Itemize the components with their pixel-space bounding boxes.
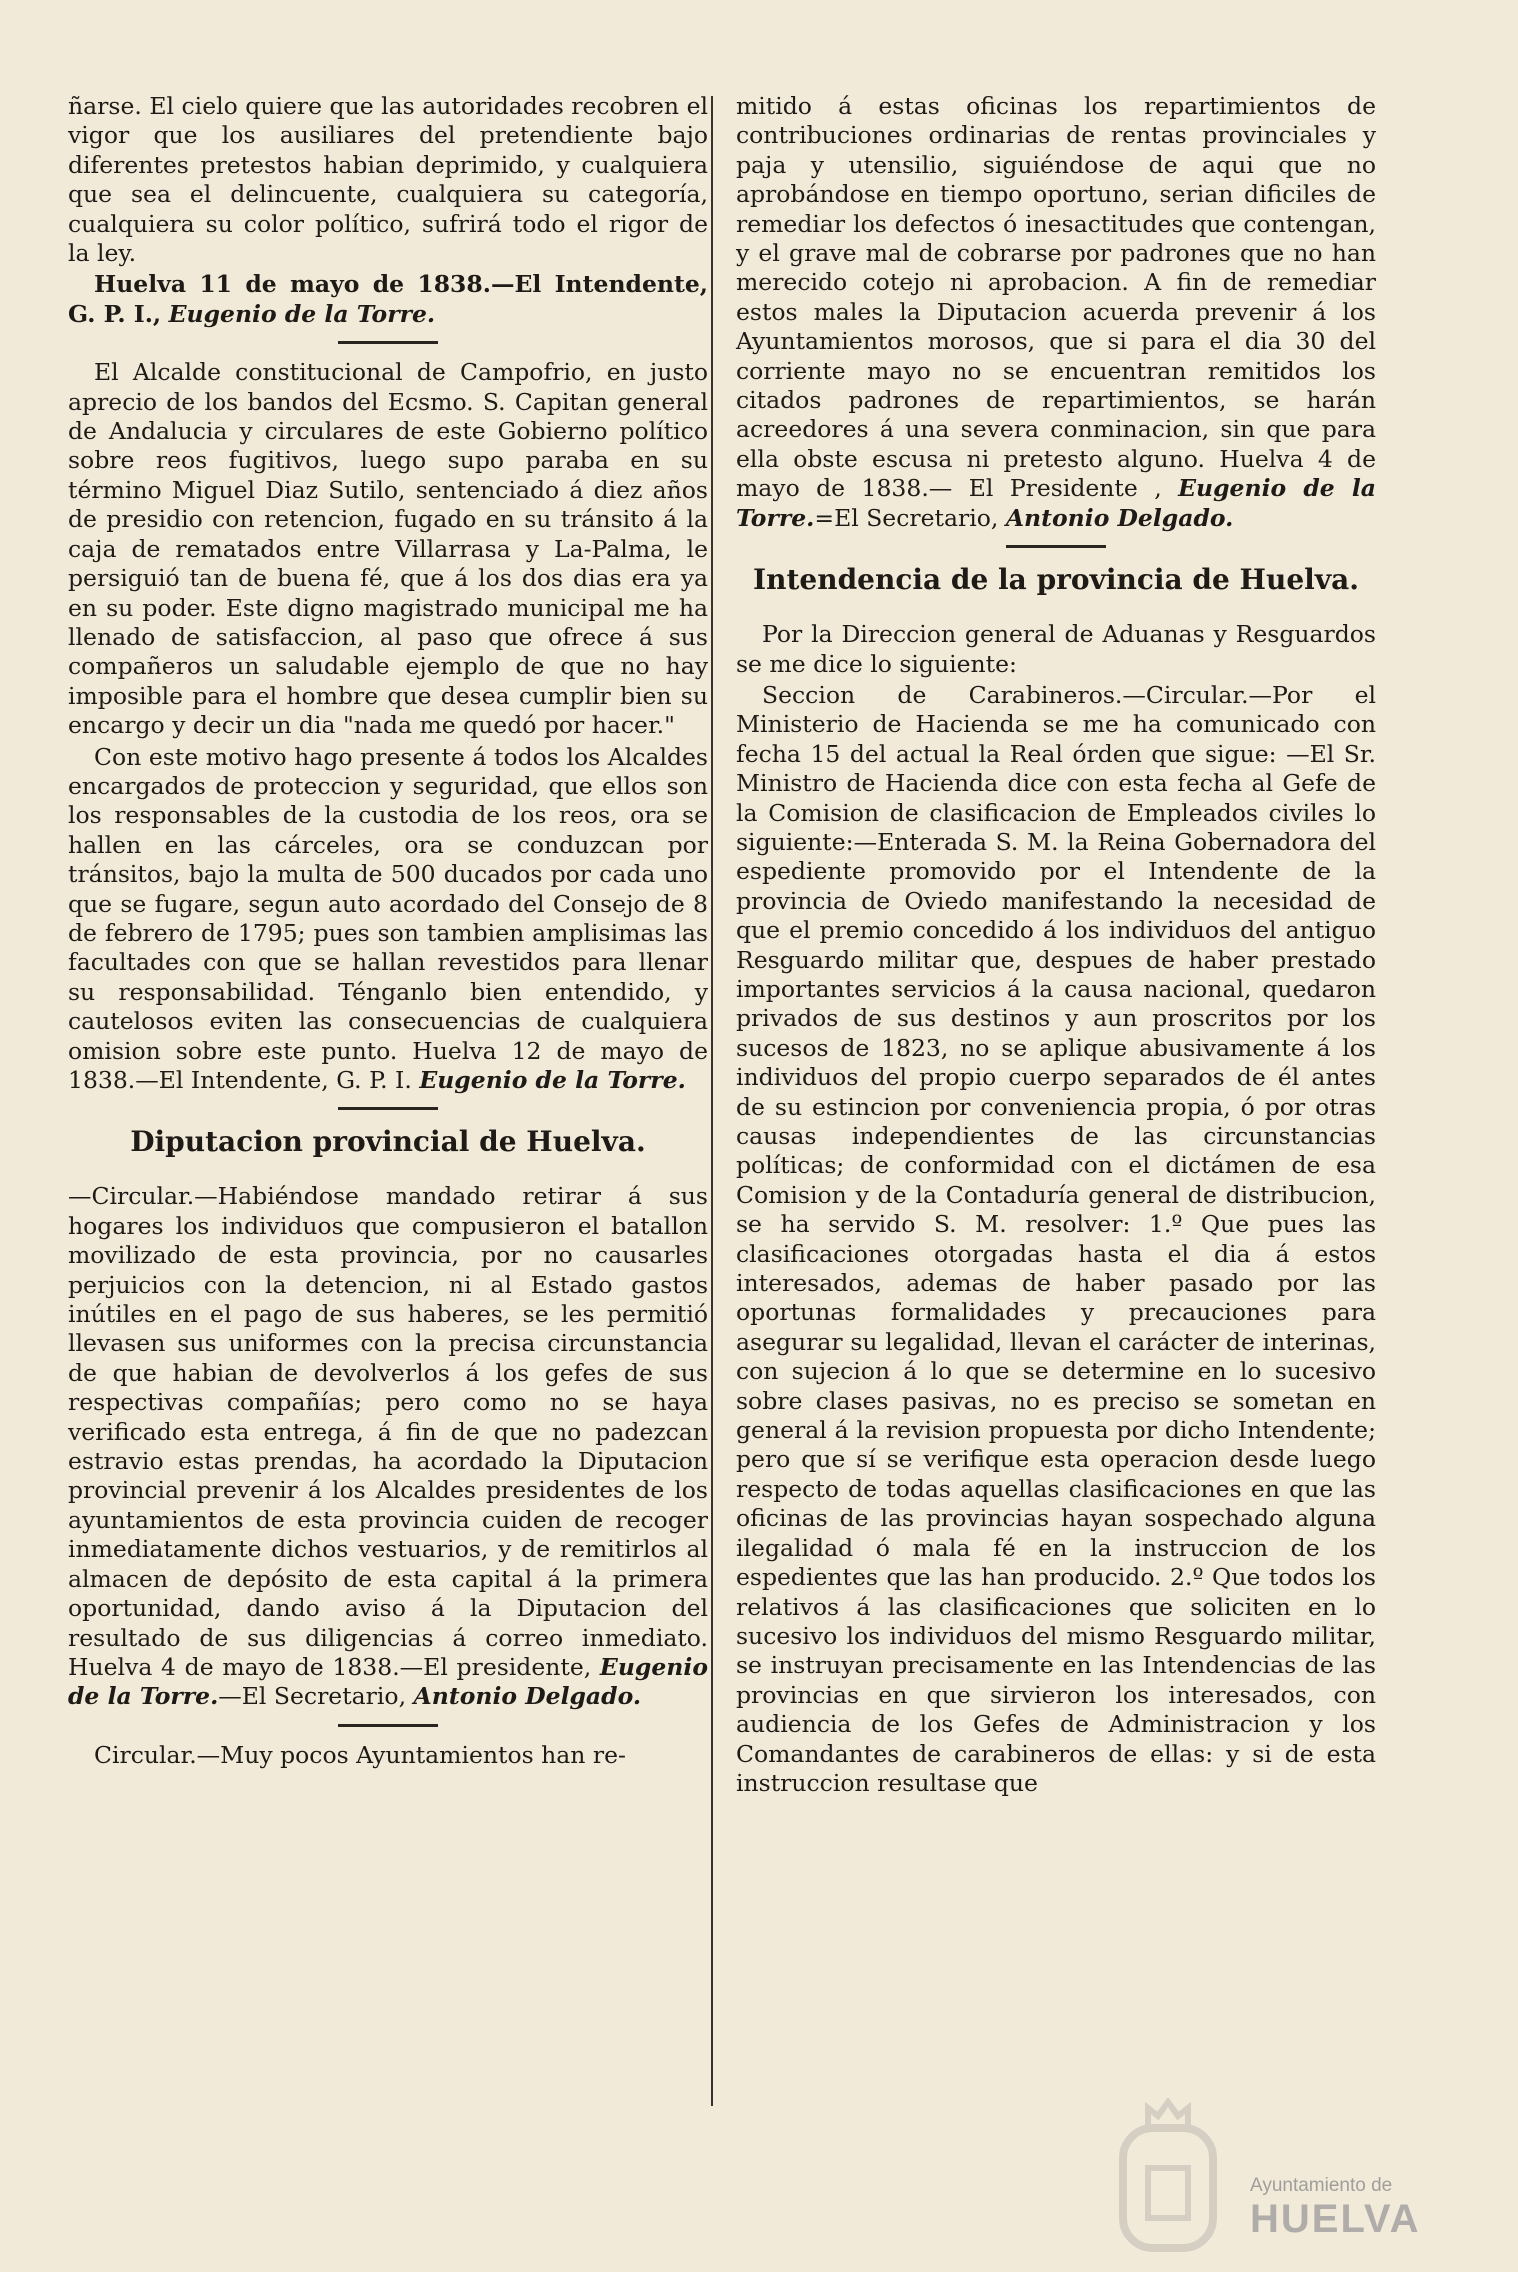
signature-line xyxy=(68,270,708,329)
signature-text: =El Secretario, xyxy=(814,503,999,532)
paragraph: El Alcalde constitucional de Campofrio, en justo aprecio de los bandos del Ecsmo. S. Capitan general de Andalucia y circulares de este Gobierno político sobre reos fugitivos, luego supo paraba en su término Miguel Diaz Sutilo, sentenciado á diez años de presidio con retencion, fugado en su tránsito á la caja de rematados entre Villarrasa y La-Palma, le persiguió tan de buena fé, que á los dos dias era ya en su poder. Este digno magistrado municipal me ha llenado de satisfaccion, al paso que ofrece á sus compañeros un saludable ejemplo de que no hay imposible para el hombre que desea cumplir bien su encargo y decir un dia "nada me quedó por hacer." xyxy=(68,358,708,740)
signature-name: Antonio Delgado. xyxy=(413,1682,642,1711)
section-heading: Intendencia de la provincia de Huelva. xyxy=(753,563,1359,597)
separator-rule xyxy=(1006,545,1106,548)
paragraph xyxy=(68,1182,708,1711)
column-divider xyxy=(711,96,713,2106)
signature-name: Eugenio de la Torre. xyxy=(168,299,436,328)
paragraph: Seccion de Carabineros.—Circular.—Por el Ministerio de Hacienda se me ha comunicado con fecha 15 del actual la Real órden que sigue: —El Sr. Ministro de Hacienda dice con esta fecha al Gefe de la Comision de clasificacion de Empleados civiles lo siguiente:—Enterada S. M. la Reina Gobernadora del espediente promovido por el Intendente de la provincia de Oviedo manifestando la necesidad de que el premio concedido á los individuos del antiguo Resguardo militar que, despues de haber prestado importantes servicios á la causa nacional, quedaron privados de sus destinos y aun proscritos por los sucesos de 1823, no se aplique abusivamente á los individuos del propio cuerpo separados de él antes de su estincion por conveniencia propia, ó por otras causas independientes de las circunstancias políticas; de conformidad con el dictámen de esa Comision y de la Contaduría general de distribucion, se ha servido S. M. resolver: 1.º Que pues las clasificaciones otorgadas hasta el dia á estos interesados, ademas de haber pasado por las oportunas formalidades y precauciones para asegurar su legalidad, llevan el carácter de interinas, con sujecion á lo que se determine en lo sucesivo sobre clases pasivas, no es preciso se sometan en general á la revision propuesta por dicho Intendente; pero que sí se verifique esta operacion desde luego respecto de todas aquellas clasificaciones en que las oficinas de las provincias hayan sospechado alguna ilegalidad ó mala fé en la instruccion de los espedientes que las han producido. 2.º Que todos los relativos á las clasificaciones que soliciten en lo sucesivo los individuos del mismo Resguardo militar, se instruyan precisamente en las Intendencias de las provincias en que sirvieron los interesados, con audiencia de los Gefes de Administracion y los Comandantes de carabineros de ellas: y si de esta instruccion resultase que xyxy=(736,680,1376,1797)
signature-text: —El Secretario, xyxy=(218,1682,407,1711)
separator-rule xyxy=(338,341,438,344)
paragraph-text: Con este motivo hago presente á todos los Alcaldes encargados de proteccion y seguridad, que ellos son los responsables de la custodia de los reos, ora se hallen en las cárceles, ora se conduzcan por tránsitos, bajo la multa de 500 ducados por cada uno que se fugare, segun auto acordado del Consejo de 8 de febrero de 1795; pues son tambien amplisimas las facultades con que se hallan revestidos para llenar su responsabilidad. Ténganlo bien entendido, y cautelosos eviten las consecuencias de cualquiera omision sobre este punto. Huelva 12 de mayo de 1838.—El Intendente, G. P. I. xyxy=(68,742,708,1094)
right-column xyxy=(736,92,1376,1798)
separator-rule xyxy=(338,1107,438,1110)
signature-name: Eugenio de la Torre. xyxy=(736,474,1377,532)
signature-name: Eugenio de la Torre. xyxy=(68,1652,708,1711)
paragraph: ñarse. El cielo quiere que las autoridades recobren el vigor que los ausiliares del pretendiente bajo diferentes pretestos habian deprimido, y cualquiera que sea el delincuente, cualquiera su categoría, cualquiera su color político, sufrirá todo el rigor de la ley. xyxy=(68,92,708,268)
left-column xyxy=(68,92,708,1770)
paragraph-text: —Circular.—Habiéndose mandado retirar á sus hogares los individuos que compusieron el batallon movilizado de esta provincia, por no causarles perjuicios con la detencion, ni al Estado gastos inútiles en el pago de sus haberes, se les permitió llevasen sus uniformes con la precisa circunstancia de que habian de devolverlos á los gefes de sus respectivas compañías; pero como no se haya verificado esta entrega, á fin de que no padezcan estravio estas prendas, ha acordado la Diputacion provincial prevenir á los Alcaldes presidentes de los ayuntamientos de esta provincia cuiden de recoger inmediatamente dichos vestuarios, y de remitirlos al almacen de depósito de esta capital á la primera oportunidad, dando aviso á la Diputacion del resultado de sus diligencias á correo inmediato. Huelva 4 de mayo de 1838.—El presidente, xyxy=(68,1182,708,1681)
paragraph-text: mitido á estas oficinas los repartimientos de contribuciones ordinarias de rentas provinciales y paja y utensilio, siguiéndose de aqui que no aprobándose en tiempo oportuno, serian dificiles de remediar los defectos ó inesactitudes que contengan, y el grave mal de cobrarse por padrones que no han merecido cotejo ni aprobacion. A fin de remediar estos males la Diputacion acuerda prevenir á los Ayuntamientos morosos, que si para el dia 30 del corriente mayo no se encuentran remitidos los citados padrones de repartimientos, se harán acreedores á una severa conminacion, sin que para ella obste escusa ni pretesto alguno. Huelva 4 de mayo de 1838.— El Presidente , xyxy=(736,92,1376,503)
paragraph xyxy=(68,743,708,1096)
paragraph: Por la Direccion general de Aduanas y Resguardos se me dice lo siguiente: xyxy=(736,620,1376,678)
separator-rule xyxy=(338,1724,438,1727)
section-heading: Diputacion provincial de Huelva. xyxy=(130,1125,646,1159)
city-coat-of-arms-icon xyxy=(1103,2098,1233,2268)
signature-name: Antonio Delgado. xyxy=(1005,503,1234,532)
signature-text: Huelva 11 de mayo de 1838.—El Intendente, G. P. I., xyxy=(68,270,708,328)
paragraph: Circular.—Muy pocos Ayuntamientos han re- xyxy=(94,1740,626,1769)
paragraph xyxy=(736,92,1376,533)
signature-name: Eugenio de la Torre. xyxy=(419,1066,686,1094)
watermark-text: Ayuntamiento de xyxy=(1250,2175,1393,2196)
watermark-city: HUELVA xyxy=(1250,2197,1421,2241)
